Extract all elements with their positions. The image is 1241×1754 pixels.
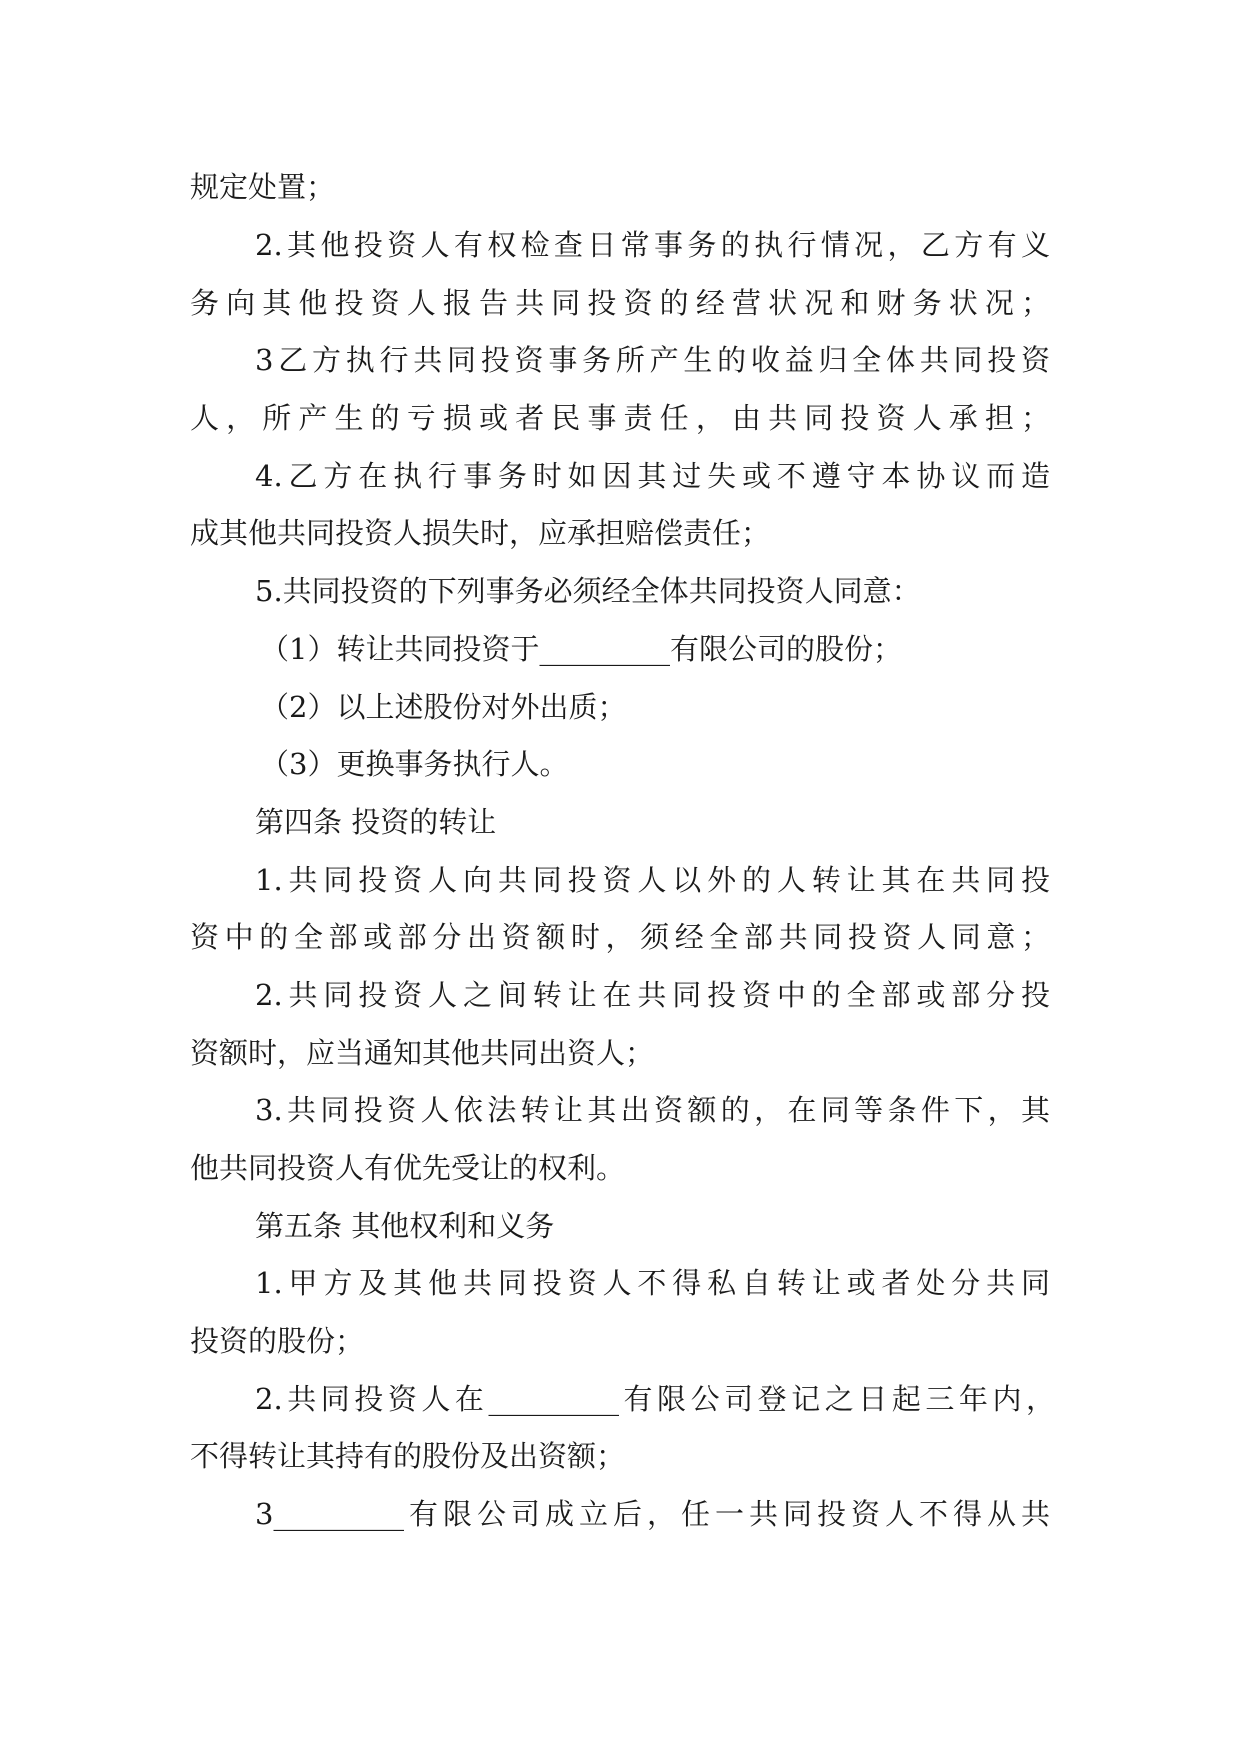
section-heading: 第五条 其他权利和义务 bbox=[255, 1209, 555, 1243]
text-line: 5.共同投资的下列事务必须经全体共同投资人同意： bbox=[255, 574, 921, 608]
text-line: （1）转让共同投资于_________有限公司的股份； bbox=[260, 632, 902, 666]
text-line: 务向其他投资人报告共同投资的经营状况和财务状况； bbox=[190, 286, 1050, 320]
text-line: 他共同投资人有优先受让的权利。 bbox=[190, 1151, 626, 1185]
text-line: （3）更换事务执行人。 bbox=[260, 747, 569, 781]
text-line: 人，所产生的亏损或者民事责任，由共同投资人承担； bbox=[190, 401, 1050, 435]
text-line: 不得转让其持有的股份及出资额； bbox=[190, 1439, 626, 1473]
text-line: 3_________有限公司成立后，任一共同投资人不得从共 bbox=[255, 1497, 1050, 1531]
text-line: 3.共同投资人依法转让其出资额的，在同等条件下，其 bbox=[255, 1093, 1050, 1127]
text-line: 成其他共同投资人损失时，应承担赔偿责任； bbox=[190, 516, 771, 550]
text-line: 3乙方执行共同投资事务所产生的收益归全体共同投资 bbox=[255, 343, 1050, 377]
text-line: 2.其他投资人有权检查日常事务的执行情况，乙方有义 bbox=[255, 228, 1050, 262]
text-line: 1.甲方及其他共同投资人不得私自转让或者处分共同 bbox=[255, 1266, 1050, 1300]
text-line: 规定处置； bbox=[190, 170, 336, 204]
text-line: 资额时，应当通知其他共同出资人； bbox=[190, 1036, 655, 1070]
text-line: 资中的全部或部分出资额时，须经全部共同投资人同意； bbox=[190, 920, 1050, 954]
text-line: 投资的股份； bbox=[190, 1324, 365, 1358]
text-line: 4.乙方在执行事务时如因其过失或不遵守本协议而造 bbox=[255, 459, 1050, 493]
text-line: 2.共同投资人在_________有限公司登记之日起三年内， bbox=[255, 1382, 1055, 1416]
text-line: 1.共同投资人向共同投资人以外的人转让其在共同投 bbox=[255, 863, 1050, 897]
section-heading: 第四条 投资的转让 bbox=[255, 805, 497, 839]
text-line: 2.共同投资人之间转让在共同投资中的全部或部分投 bbox=[255, 978, 1050, 1012]
text-line: （2）以上述股份对外出质； bbox=[260, 690, 627, 724]
